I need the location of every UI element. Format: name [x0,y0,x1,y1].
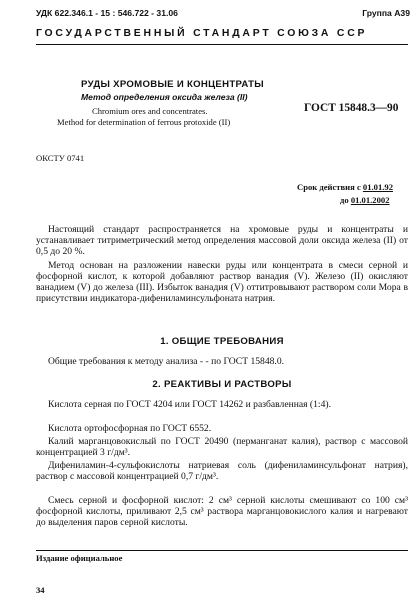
udk-code: УДК 622.346.1 - 15 : 546.722 - 31.06 [36,8,178,18]
validity-from-prefix: с [356,182,361,192]
footer-rule [36,550,408,551]
validity-to-date: 01.01.2002 [350,195,390,205]
title-ru-main: РУДЫ ХРОМОВЫЕ И КОНЦЕНТРАТЫ [81,79,264,90]
gost-number: ГОСТ 15848.3—90 [304,102,399,114]
group-code: Группа А39 [362,8,410,18]
intro-paragraph-2: Метод основан на разложении навески руды или концентрата в смеси серной и фосфорной кислот, к которой добавляют раствор ванадия (V). Железо (II) окисляют ванадием (V) до железа (III). Избыток ванадия (V) оттитровывают раствором соли Мора в присутствии индикатора-дифениламинсульфоната натрия. [36,260,408,304]
standard-banner: ГОСУДАРСТВЕННЫЙ СТАНДАРТ СОЮЗА ССР [36,28,368,39]
header-rule [36,44,408,45]
page-number: 34 [36,585,45,595]
validity-to [340,195,389,205]
validity-to-prefix: до [340,195,349,205]
title-ru-sub: Метод определения оксида железа (II) [81,92,248,102]
okstu-code: ОКСТУ 0741 [36,153,85,163]
reagent-item: Дифениламин-4-сульфокислоты натриевая соль (дифениламинсульфонат натрия), раствор с массовой концентрацией 0,7 г/дм³. [36,460,408,482]
edition-note: Издание официальное [36,553,123,563]
validity-from [297,182,393,192]
intro-paragraph-1: Настоящий стандарт распространяется на хромовые руды и концентраты и устанавливает титриметрический метод определения массовой доли оксида железа (II) от 0,5 до 20 %. [36,224,408,257]
reagent-item: Смесь серной и фосфорной кислот: 2 см³ серной кислоты смешивают со 100 см³ фосфорной кислоты, приливают 2,5 см³ раствора марганцовокислого калия и нагревают до выделения паров серной кислоты. [36,495,408,528]
section-1-heading: 1. ОБЩИЕ ТРЕБОВАНИЯ [160,336,284,347]
validity-from-date: 01.01.92 [362,182,393,192]
reagent-item: Калий марганцовокислый по ГОСТ 20490 (перманганат калия), раствор с массовой концентрацией 3 г/дм³. [36,436,408,458]
section-1-text: Общие требования к методу анализа - - по ГОСТ 15848.0. [48,356,285,367]
reagent-item: Кислота серная по ГОСТ 4204 или ГОСТ 14262 и разбавленная (1:4). [48,399,331,410]
reagent-item: Кислота ортофосфорная по ГОСТ 6552. [48,423,212,434]
section-2-heading: 2. РЕАКТИВЫ И РАСТВОРЫ [152,379,292,390]
validity-label: Срок действия [297,182,355,192]
title-en-line1: Chromium ores and concentrates. [92,106,208,116]
title-en-line2: Method for determination of ferrous protoxide (II) [57,117,231,127]
